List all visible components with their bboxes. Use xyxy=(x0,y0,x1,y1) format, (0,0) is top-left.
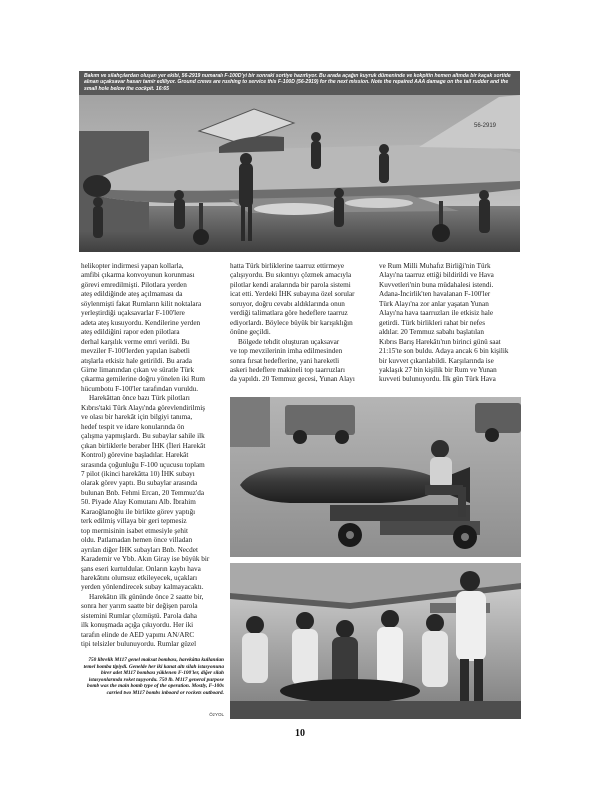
text-line: sonra her yarım saatte bir değişen parola xyxy=(81,602,198,611)
text-line: şans eseri kurtuldular. Onların kaybı hava xyxy=(81,564,201,573)
text-line: ateş edildiğini rapor eden pilotlara xyxy=(81,328,180,337)
text-line: 7 pilot (ikinci harekâtta 10) İHK subayı xyxy=(81,469,195,478)
text-line: da yapıldı. 20 Temmuz gecesi, Yunan Alayı xyxy=(230,375,355,384)
text-line: çalışma yapmışlardı. Bu subaylar sahile ilk xyxy=(81,432,205,441)
text-line: Kuvvetleri'nin buna müdahalesi istendi. xyxy=(379,280,494,289)
text-line: Kontrol) görevine başladılar. Harekât xyxy=(81,451,189,460)
text-line: Alayı'na hava taarruzları ile etkisiz hale xyxy=(379,309,494,318)
text-line: Karademir ve Ybb. Akın Giray ise büyük bir xyxy=(81,555,210,564)
text-line: sonra fırsat hedeflerine, yani hareketli xyxy=(230,356,340,365)
aircraft-serial-text: 56-2919 xyxy=(474,123,497,129)
text-line: askeri hedeflere makineli top taarruzları xyxy=(230,365,345,374)
text-line: 21:15'te son buldu. Adaya ancak 6 bin kişilik xyxy=(379,347,509,356)
text-line: tarafın elinde de AED yapımı AN/ARC xyxy=(81,630,195,639)
text-line: Adana-İncirlik'ten havalanan F-100'ler xyxy=(379,290,491,299)
text-line: helikopter indirmesi yapan kollarla, xyxy=(81,262,184,270)
text-line: çıkan birliklerle beraber İHK (İleri Harekât xyxy=(81,441,206,450)
text-line: önüne geçildi. xyxy=(230,328,271,337)
text-line: yerden yönlendirecek subay kalmayacaktı. xyxy=(81,583,204,592)
text-line: aldılar. 20 Temmuz sabahı başlatılan xyxy=(379,328,484,337)
text-line: hücumbotu F-100'ler tarafından vuruldu. xyxy=(81,384,199,393)
photo-credit: ÖzYOL xyxy=(209,712,224,717)
bomb-caption-english: 750 lb. M117 general purpose bomb was the main bomb type of the operation. Mostly, F-100s carried two M117 bombs inboard or rockets outboard. xyxy=(87,676,224,696)
text-line: hedef tespit ve idare konularında ön xyxy=(81,422,185,431)
text-line: Harekâttan önce bazı Türk pilotları xyxy=(89,394,190,403)
text-line: ateş edildiğinde ateş açılmaması da xyxy=(81,290,183,299)
text-line: Kıbrıs Barış Harekâtı'nın birinci günü saat xyxy=(379,337,501,346)
text-line: ediyorlardı. Böylece büyük bir karışıklığın xyxy=(230,318,353,327)
text-line: ve olası bir harekât için bilgiyi tanıma, xyxy=(81,413,193,422)
text-line: olarak görev yaptı. Bu subaylar arasında xyxy=(81,479,198,488)
page-number: 10 xyxy=(295,728,305,739)
text-line: tipi telsizler bulunuyordu. Rumlar güzel xyxy=(81,640,197,649)
text-line: sırasında çoğunluğu F-100 uçucusu toplam xyxy=(81,460,205,469)
text-line: mevziler F-100'lerden yapılan isabetli xyxy=(81,347,190,356)
text-line: atışlarla etkisiz hale getirildi. Bu arada xyxy=(81,356,192,365)
text-line: pilotlar kendi aralarında bir parola sistemi xyxy=(230,280,351,289)
text-line: hatta Türk birliklerine taarruz ettirmeye xyxy=(230,262,345,270)
text-line: getirdi. Türk birlikleri rahat bir nefes xyxy=(379,318,486,327)
text-line: Kıbrıs'taki Türk Alayı'nda görevlendirilmiş xyxy=(81,403,206,412)
text-line: terk edilmiş villaya bir geri tepmesiz xyxy=(81,517,187,526)
text-line: kuvveti bulunuyordu. İlk gün Türk Hava xyxy=(379,375,496,384)
text-line: adeta ateş kusuyordu. Kendilerine yerden xyxy=(81,318,201,327)
text-line: icat etti. Yerdeki İHK subayına özel sorular xyxy=(230,290,355,299)
text-line: derhal karşılık verme emri verildi. Bu xyxy=(81,337,190,346)
text-column-2 xyxy=(230,262,371,385)
text-line: ilk konuşmada açığa çıkıyordu. Her iki xyxy=(81,621,194,630)
text-line: ve top mevzilerinin imha edilmesinden xyxy=(230,347,343,356)
text-line: Girne limanından çıkan ve süratle Türk xyxy=(81,365,195,374)
text-line: Alayı'na taarruz ettiği bildirildi ve Hava xyxy=(379,271,494,280)
text-line: soruyor, doğru cevabı aldıklarında onun xyxy=(230,299,345,308)
text-line: çalışıyordu. Bu sıkıntıyı çözmek amacıyla xyxy=(230,271,352,280)
text-line: çıkarma gemilerine doğru yönelen iki Rum xyxy=(81,375,205,384)
aircraft-photo-image xyxy=(79,71,520,252)
text-line: bir kuvvet çıkarılabildi. Karşılarında ise xyxy=(379,356,494,365)
text-line: verdiği talimatlara göre hedeflere taarruz xyxy=(230,309,348,318)
text-line: Karaoğlanoğlu ile birlikte görev yaptığı xyxy=(81,507,196,516)
text-line: sistemini Rumlar çözmüştü. Parola daha xyxy=(81,611,197,620)
text-column-1 xyxy=(81,262,223,650)
crew-loading-photo xyxy=(230,563,521,719)
top-photo-caption xyxy=(79,71,520,95)
text-column-3 xyxy=(379,262,520,385)
text-line: Harekâtın ilk gününde önce 2 saatte bir, xyxy=(89,592,204,601)
bomb-loader-image xyxy=(230,397,521,557)
text-line: top mermisinin isabet etmesiyle şehit xyxy=(81,526,188,535)
text-line: bulunan Bnb. Fehmi Ercan, 20 Temmuz'da xyxy=(81,488,205,497)
text-line: oldu. Patlamadan hemen önce villadan xyxy=(81,536,193,545)
text-line: ve Rum Milli Muhafız Birliği'nin Türk xyxy=(379,262,491,270)
text-line: harekâtını olumsuz etkileyecek, uçakları xyxy=(81,573,198,582)
crew-loading-image xyxy=(230,563,521,719)
text-line: ayrılan diğer İHK subayları Bnb. Necdet xyxy=(81,545,198,554)
text-line: Bölgede tehdit oluşturan uçaksavar xyxy=(238,337,340,346)
bomb-caption xyxy=(79,657,224,696)
bomb-loader-photo xyxy=(230,397,521,557)
text-line: yerleştirdiği uçaksavarlar F-100'lere xyxy=(81,309,185,318)
text-line: söylenmişti fakat Rumların kilit noktalara xyxy=(81,299,202,308)
text-line: yaklaşık 27 bin kişilik bir Rum ve Yunan xyxy=(379,365,497,374)
top-photo-caption-text: Bakım ve silahçılardan oluşan yer ekibi, 56-2919 numaralı F-100D'yi bir sonraki sortiye hazırlıyor. Bu arada açağın kuyruk dümeninde ve kokpitin hemen altında bir kaçak sortide alınan uçaksavar hasarı tamir ediliyor. Ground crews are rushing to service this F-100D (56-2919) for the next mission. Note the repaired AAA damage on the tail rudder and the small hole below the cockpit. 16:65 xyxy=(84,73,511,92)
text-line: 50. Piyade Alay Komutanı Alb. İbrahim xyxy=(81,498,196,507)
text-line: amfibi çıkarma konvoyunun korunması xyxy=(81,271,195,280)
text-line: Türk Alayı'na zor anlar yaşatan Yunan xyxy=(379,299,489,308)
bomb-caption-turkish: 750 librelik M117 genel maksat bombası, harekâtta kullanılan temel bomba tipiydi. Genelde her iki kanat altı silah istasyonuna birer adet M117 bombası yüklenen F-100'ler, diğer silah istasyonlarında roket taşıyordu. xyxy=(83,657,224,683)
top-photo xyxy=(79,71,520,252)
text-line: görevi emredilmişti. Pilotlara yerden xyxy=(81,280,187,289)
